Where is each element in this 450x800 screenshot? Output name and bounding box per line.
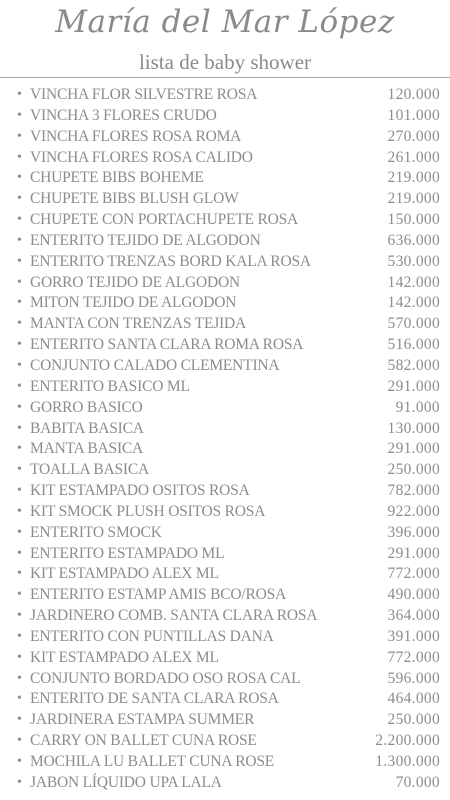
- bullet-icon: •: [17, 691, 22, 707]
- bullet-icon: •: [17, 295, 22, 311]
- item-name: CARRY ON BALLET CUNA ROSE: [30, 732, 257, 750]
- item-name: CHUPETE BIBS BOHEME: [30, 169, 204, 187]
- item-name: ENTERITO SMOCK: [30, 523, 162, 541]
- item-price: 772.000: [387, 565, 440, 583]
- page-title: María del Mar López: [55, 4, 395, 40]
- item-price: 396.000: [387, 523, 440, 541]
- list-item: [0, 564, 450, 585]
- list-item: [0, 273, 450, 294]
- bullet-icon: •: [17, 754, 22, 769]
- item-price: 2.200.000: [375, 732, 440, 750]
- list-item: [0, 669, 450, 690]
- item-price: 291.000: [387, 544, 440, 562]
- item-price: 70.000: [395, 773, 440, 791]
- item-name: KIT ESTAMPADO ALEX ML: [30, 565, 219, 583]
- item-price: 391.000: [387, 627, 440, 645]
- item-price: 570.000: [387, 315, 440, 333]
- item-name: GORRO BASICO: [30, 398, 143, 416]
- item-price: 364.000: [387, 607, 440, 625]
- list-item: [0, 168, 450, 189]
- bullet-icon: •: [17, 503, 22, 519]
- item-price: 464.000: [387, 690, 440, 708]
- item-price: 270.000: [387, 127, 440, 145]
- item-price: 150.000: [387, 211, 440, 229]
- item-name: MANTA BASICA: [30, 440, 144, 458]
- header-divider: [0, 77, 450, 78]
- bullet-icon: •: [17, 399, 22, 415]
- item-name: CHUPETE CON PORTACHUPETE ROSA: [30, 211, 299, 229]
- item-name: JABON LÍQUIDO UPA LALA: [30, 773, 222, 791]
- list-item: [0, 231, 450, 252]
- item-name: CONJUNTO CALADO CLEMENTINA: [30, 356, 280, 374]
- list-item: [0, 85, 450, 106]
- item-price: 91.000: [395, 398, 440, 416]
- item-name: CHUPETE BIBS BLUSH GLOW: [30, 190, 239, 208]
- list-item: [0, 627, 450, 648]
- list-item: [0, 731, 450, 752]
- item-price: 219.000: [387, 169, 440, 187]
- list-item: [0, 544, 450, 565]
- item-name: VINCHA 3 FLORES CRUDO: [30, 106, 217, 124]
- bullet-icon: •: [17, 566, 22, 582]
- item-name: VINCHA FLORES ROSA ROMA: [30, 127, 242, 145]
- list-item: [0, 293, 450, 314]
- list-item: [0, 439, 450, 460]
- bullet-icon: •: [17, 337, 22, 353]
- bullet-icon: •: [17, 128, 22, 144]
- bullet-icon: •: [17, 733, 22, 749]
- item-name: ENTERITO TRENZAS BORD KALA ROSA: [30, 252, 311, 270]
- bullet-icon: •: [17, 378, 22, 394]
- list-item: [0, 585, 450, 606]
- list-item: [0, 523, 450, 544]
- list-item: [0, 481, 450, 502]
- item-name: ENTERITO DE SANTA CLARA ROSA: [30, 690, 279, 708]
- item-name: KIT SMOCK PLUSH OSITOS ROSA: [30, 502, 266, 520]
- item-price: 291.000: [387, 440, 440, 458]
- item-name: MITON TEJIDO DE ALGODON: [30, 294, 237, 312]
- item-name: ENTERITO SANTA CLARA ROMA ROSA: [30, 336, 304, 354]
- bullet-icon: •: [17, 483, 22, 499]
- bullet-icon: •: [17, 191, 22, 207]
- list-item: [0, 189, 450, 210]
- list-item: [0, 460, 450, 481]
- item-name: ENTERITO BASICO ML: [30, 377, 190, 395]
- item-price: 530.000: [387, 252, 440, 270]
- item-price: 1.300.000: [375, 753, 440, 770]
- list-item: [0, 419, 450, 440]
- list-item: [0, 648, 450, 669]
- bullet-icon: •: [17, 170, 22, 186]
- list-item: [0, 356, 450, 377]
- item-price: 142.000: [387, 294, 440, 312]
- bullet-icon: •: [17, 253, 22, 269]
- bullet-icon: •: [17, 232, 22, 248]
- bullet-icon: •: [17, 774, 22, 790]
- item-price: 516.000: [387, 336, 440, 354]
- item-price: 782.000: [387, 482, 440, 500]
- list-item: [0, 398, 450, 419]
- item-price: 142.000: [387, 273, 440, 291]
- item-price: 261.000: [387, 148, 440, 166]
- item-price: 101.000: [387, 106, 440, 124]
- item-price: 636.000: [387, 231, 440, 249]
- list-item: [0, 127, 450, 148]
- item-name: JARDINERA ESTAMPA SUMMER: [30, 711, 255, 729]
- item-name: ENTERITO ESTAMP AMIS BCO/ROSA: [30, 586, 287, 604]
- list-item: [0, 210, 450, 231]
- item-price: 219.000: [387, 190, 440, 208]
- list-item: [0, 377, 450, 398]
- item-price: 250.000: [387, 461, 440, 479]
- item-name: VINCHA FLORES ROSA CALIDO: [30, 148, 253, 166]
- item-price: 250.000: [387, 711, 440, 729]
- list-item: [0, 606, 450, 627]
- list-item: [0, 773, 450, 794]
- item-price: 596.000: [387, 669, 440, 687]
- bullet-icon: •: [17, 524, 22, 540]
- item-price: 120.000: [387, 86, 440, 103]
- list-item: [0, 710, 450, 731]
- item-name: JARDINERO COMB. SANTA CLARA ROSA: [30, 607, 318, 625]
- bullet-icon: •: [17, 462, 22, 478]
- list-item: [0, 148, 450, 169]
- list-item: [0, 314, 450, 335]
- item-name: KIT ESTAMPADO ALEX ML: [30, 648, 219, 666]
- item-name: BABITA BASICA: [30, 419, 144, 437]
- item-name: GORRO TEJIDO DE ALGODON: [30, 273, 240, 291]
- item-price: 922.000: [387, 502, 440, 520]
- item-price: 582.000: [387, 356, 440, 374]
- bullet-icon: •: [17, 441, 22, 457]
- bullet-icon: •: [17, 649, 22, 665]
- item-price: 130.000: [387, 419, 440, 437]
- item-name: KIT ESTAMPADO OSITOS ROSA: [30, 482, 250, 500]
- bullet-icon: •: [17, 420, 22, 436]
- item-name: VINCHA FLOR SILVESTRE ROSA: [30, 86, 258, 103]
- item-name: ENTERITO CON PUNTILLAS DANA: [30, 627, 274, 645]
- item-name: MOCHILA LU BALLET CUNA ROSE: [30, 753, 275, 770]
- item-name: CONJUNTO BORDADO OSO ROSA CAL: [30, 669, 301, 687]
- bullet-icon: •: [17, 628, 22, 644]
- page-subtitle: lista de baby shower: [138, 50, 312, 74]
- item-name: TOALLA BASICA: [30, 461, 149, 479]
- list-item: [0, 689, 450, 710]
- gift-list: [0, 85, 450, 794]
- bullet-icon: •: [17, 670, 22, 686]
- list-item: [0, 106, 450, 127]
- bullet-icon: •: [17, 608, 22, 624]
- bullet-icon: •: [17, 274, 22, 290]
- list-item: [0, 252, 450, 273]
- bullet-icon: •: [17, 712, 22, 728]
- list-item: [0, 502, 450, 523]
- item-price: 291.000: [387, 377, 440, 395]
- item-price: 490.000: [387, 586, 440, 604]
- item-name: ENTERITO ESTAMPADO ML: [30, 544, 225, 562]
- bullet-icon: •: [17, 87, 22, 102]
- bullet-icon: •: [17, 149, 22, 165]
- bullet-icon: •: [17, 316, 22, 332]
- bullet-icon: •: [17, 107, 22, 123]
- item-price: 772.000: [387, 648, 440, 666]
- item-name: ENTERITO TEJIDO DE ALGODON: [30, 231, 261, 249]
- bullet-icon: •: [17, 587, 22, 603]
- bullet-icon: •: [17, 212, 22, 228]
- item-name: MANTA CON TRENZAS TEJIDA: [30, 315, 246, 333]
- bullet-icon: •: [17, 357, 22, 373]
- bullet-icon: •: [17, 545, 22, 561]
- list-item: [0, 752, 450, 773]
- list-header: [0, 0, 450, 78]
- list-item: [0, 335, 450, 356]
